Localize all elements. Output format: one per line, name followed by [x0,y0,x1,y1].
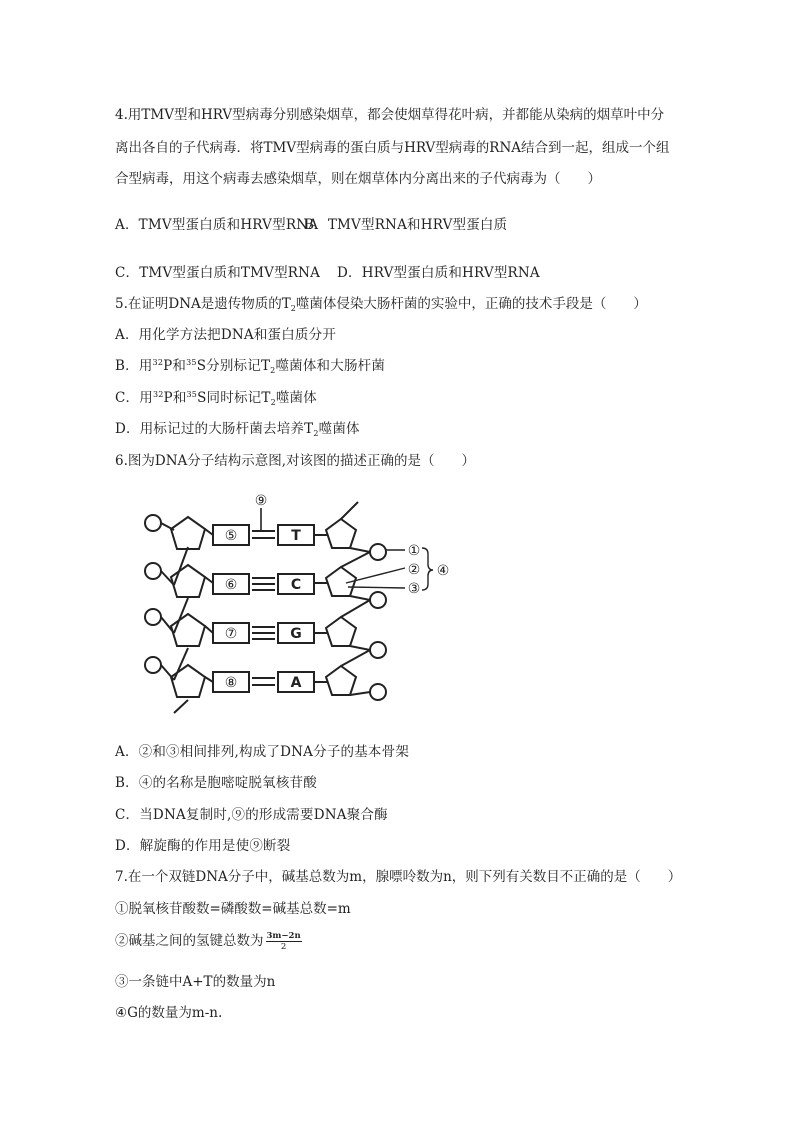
hydrogen-bonds-pair-3 [252,627,275,639]
q5-option-c: C．用$^{32}$P和$^{35}$S同时标记$T_2$噬菌体 [115,390,317,407]
right-phosphate-bond-2 [350,596,370,600]
left-phosphate-1 [145,515,161,531]
hydrogen-bonds-pair-2 [252,578,275,590]
right-phosphate-bond-1 [350,548,370,552]
q7-item-1: ①脱氧核苷酸数=磷酸数=碱基总数=m [115,901,351,917]
q4-option-c: C．TMV型蛋白质和TMV型RNA [115,265,321,281]
q6-stem: 6.图为DNA分子结构示意图,对该图的描述正确的是（ ） [115,453,476,469]
hydrogen-bonds-pair-4 [252,678,275,685]
part-label-3: ③ [407,581,421,597]
q6-option-b: B．④的名称是胞嘧啶脱氧核苷酸 [115,775,317,791]
right-base-label-c: C [290,577,302,593]
q6-option-d: D．解旋酶的作用是使⑨断裂 [115,838,291,854]
left-glycosidic-3 [205,626,213,633]
group-label-4: ④ [436,563,450,579]
left-phosphate-2 [145,563,161,579]
left-base-label-8: ⑧ [224,675,238,691]
right-base-label-g: G [290,626,302,642]
left-base-label-7: ⑦ [224,626,238,642]
left-sugar-1 [171,517,205,549]
right-backbone-tail [341,502,358,519]
q5-option-a: A．用化学方法把DNA和蛋白质分开 [115,327,337,343]
part-2-pointer [346,568,405,583]
right-backbone-link-3 [341,650,370,666]
left-backbone-link-3 [174,648,188,680]
left-phosphate-4 [145,657,161,673]
right-sugar-3 [326,617,356,646]
part-3-pointer [348,587,405,588]
q4-option-d: D．HRV型蛋白质和HRV型RNA [337,265,540,281]
left-base-label-5: ⑤ [224,528,238,544]
q6-option-a: A．②和③相间排列,构成了DNA分子的基本骨架 [115,744,410,760]
q4-option-b: B．TMV型RNA和HRV型蛋白质 [304,217,508,233]
right-backbone-link-1 [341,552,370,567]
right-backbone-link-2 [341,600,370,617]
right-phosphate-2 [370,592,386,608]
right-base-label-a: A [290,675,302,691]
q7-item-3: ③一条链中A+T的数量为n [115,974,276,990]
q5-option-b: B．用$^{32}$P和$^{35}$S分别标记$T_2$噬菌体和大肠杆菌 [115,358,386,375]
q4-stem-line-1: 4.用TMV型和HRV型病毒分别感染烟草，都会使烟草得花叶病，并都能从染病的烟草叶中分 [115,107,665,123]
left-sugar-4 [171,665,205,697]
q7-item-4: ④G的数量为m-n. [115,1005,223,1021]
right-phosphate-1 [370,544,386,560]
part-label-2: ② [407,562,421,578]
right-base-label-t: T [291,528,301,544]
left-base-label-6: ⑥ [224,577,238,593]
q5-option-d: D．用标记过的大肠杆菌去培养$T_2$噬菌体 [115,421,360,438]
part-label-1: ① [407,543,421,559]
right-phosphate-3 [370,642,386,658]
left-glycosidic-1 [205,529,213,535]
q4-stem-line-3: 合型病毒，用这个病毒去感染烟草，则在烟草体内分离出来的子代病毒为（ ） [115,171,601,187]
right-phosphate-bond-4 [350,692,370,695]
right-phosphate-4 [370,684,386,700]
right-sugar-4 [326,666,356,695]
hydrogen-bonds-pair-1 [252,531,275,538]
right-sugar-1 [326,519,356,548]
left-glycosidic-4 [205,677,213,682]
hydrogen-bond-fraction: $\frac{3m-2n}{2}$ [266,931,301,952]
bond-label-9: ⑨ [254,493,268,509]
dna-structure-diagram [138,490,458,720]
q4-option-a: A．TMV型蛋白质和HRV型RNA [115,217,319,233]
right-phosphate-bond-3 [350,646,370,650]
q7-stem: 7.在一个双链DNA分子中，碱基总数为m，腺嘌呤数为n，则下列有关数目不正确的是（ ） [115,869,682,885]
left-backbone-tail [174,700,188,713]
q7-item-2: ②碱基之间的氢键总数为 $\frac{3m-2n}{2}$ [115,931,301,952]
q5-stem: 5.在证明DNA是遗传物质的$T_2$噬菌体侵染大肠杆菌的实验中，正确的技术手段是（ ） [115,296,647,313]
group-4-brace [422,548,433,590]
q4-stem-line-2: 离出各自的子代病毒．将TMV型病毒的蛋白质与HRV型病毒的RNA结合到一起，组成一个组 [115,140,670,156]
left-phosphate-3 [145,609,161,625]
q6-option-c: C．当DNA复制时,⑨的形成需要DNA聚合酶 [115,807,388,823]
left-glycosidic-2 [205,577,213,583]
